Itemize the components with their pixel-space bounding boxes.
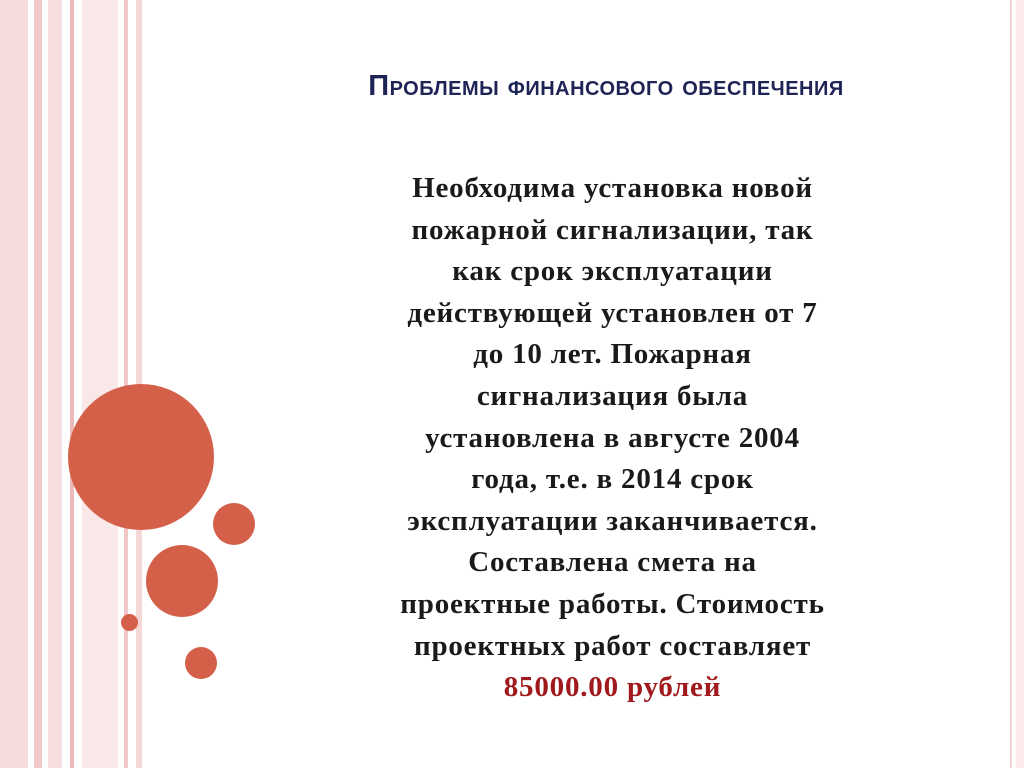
decorative-stripe [48, 0, 62, 768]
decorative-stripe [124, 0, 128, 768]
slide-body [320, 168, 905, 709]
decorative-circle-small [213, 503, 255, 545]
decorative-stripe [0, 0, 28, 768]
decorative-stripe [34, 0, 42, 768]
decorative-circle-medium [146, 545, 218, 617]
decorative-stripe [1010, 0, 1012, 768]
decorative-circle-large [68, 384, 214, 530]
price-highlight: 85000.00 рублей [503, 671, 722, 704]
decorative-stripe [82, 0, 118, 768]
decorative-circle-small [185, 647, 217, 679]
decorative-stripe [70, 0, 74, 768]
decorative-circle-tiny [121, 614, 138, 631]
slide-title: Проблемы финансового обеспечения [368, 70, 844, 102]
decorative-stripe [1016, 0, 1024, 768]
body-text: Необходима установка новой пожарной сигнализации, так как срок эксплуатации действующей установлен от 7 до 10 лет. Пожарная сигнализация была установлена в августе 2004 года, т.е. в 2014 срок эксплуатации заканчивается. Составлена смета на проектные работы. Стоимость проектных работ составляет [400, 172, 825, 662]
